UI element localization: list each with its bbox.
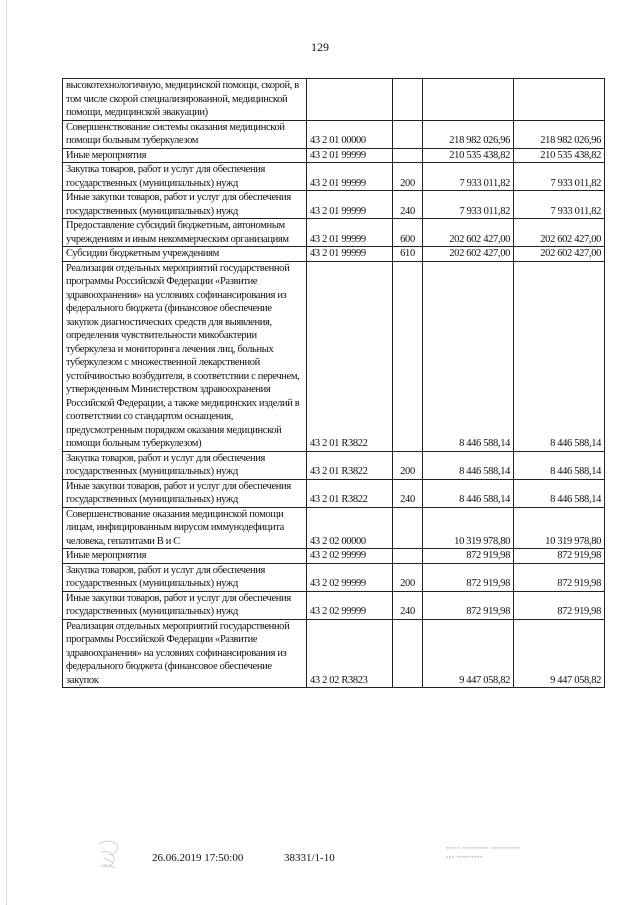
expense-type-code	[393, 79, 423, 121]
amount-col2: 10 319 978,80	[514, 507, 605, 549]
amount-col1: 202 602 427,00	[423, 247, 514, 262]
table-row	[63, 120, 605, 148]
expense-name: Совершенствование системы оказания медицинской помощи больным туберкулезом	[63, 120, 307, 148]
amount-col1: 7 933 011,82	[423, 191, 514, 219]
expense-type-code: 240	[393, 479, 423, 507]
table-row	[63, 191, 605, 219]
expense-type-code	[393, 549, 423, 564]
target-article-code: 43 2 02 99999	[307, 591, 393, 619]
expense-type-code: 200	[393, 163, 423, 191]
expense-name: Иные закупки товаров, работ и услуг для обеспечения государственных (муниципальных) нужд	[63, 479, 307, 507]
target-article-code: 43 2 01 99999	[307, 191, 393, 219]
expense-name: Иные мероприятия	[63, 148, 307, 163]
expense-type-code	[393, 148, 423, 163]
expense-name: Совершенствование оказания медицинской помощи лицам, инфицированным вирусом иммунодефицита человека, гепатитами B и C	[63, 507, 307, 549]
expense-type-code	[393, 507, 423, 549]
target-article-code: 43 2 01 99999	[307, 219, 393, 247]
expense-name: Реализация отдельных мероприятий государственной программы Российской Федерации «Развитие здравоохранения» на условиях софинансирования из федерального бюджета (финансовое обеспечение закупок диагностических средств для выявления, определения чувствительности микобактерии туберкулеза и мониторинга лечения лиц, больных туберкулезом с множественной лекарственной устойчивостью возбудителя, в соответствии с перечнем, утвержденным Министерством здравоохранения Российской Федерации, а также медицинских изделий в соответствии со стандартом оснащения, предусмотренным порядком оказания медицинской помощи больным туберкулезом)	[63, 261, 307, 451]
amount-col1: 8 446 588,14	[423, 479, 514, 507]
target-article-code: 43 2 02 00000	[307, 507, 393, 549]
target-article-code	[307, 79, 393, 121]
expense-type-code	[393, 619, 423, 688]
expense-name: Закупка товаров, работ и услуг для обеспечения государственных (муниципальных) нужд	[63, 563, 307, 591]
amount-col2: 218 982 026,96	[514, 120, 605, 148]
target-article-code: 43 2 01 99999	[307, 247, 393, 262]
target-article-code: 43 2 01 99999	[307, 148, 393, 163]
amount-col2: 8 446 588,14	[514, 261, 605, 451]
page-number: 129	[311, 40, 329, 54]
table-row	[63, 219, 605, 247]
expense-type-code	[393, 261, 423, 451]
table-row	[63, 163, 605, 191]
table-row	[63, 479, 605, 507]
expense-name: Иные закупки товаров, работ и услуг для обеспечения государственных (муниципальных) нужд	[63, 591, 307, 619]
amount-col1: 10 319 978,80	[423, 507, 514, 549]
table-row	[63, 549, 605, 564]
amount-col1	[423, 79, 514, 121]
faint-stamp-icon	[95, 838, 121, 872]
amount-col1: 872 919,98	[423, 563, 514, 591]
table-row	[63, 507, 605, 549]
amount-col1: 872 919,98	[423, 591, 514, 619]
expense-name: высокотехнологичную, медицинской помощи, скорой, в том числе скорой специализированной, медицинской помощи, медицинской эвакуации)	[63, 79, 307, 121]
table-row	[63, 79, 605, 121]
expense-name: Реализация отдельных мероприятий государственной программы Российской Федерации «Развитие здравоохранения» на условиях софинансирования из федерального бюджета (финансовое обеспечение закупок	[63, 619, 307, 688]
footer-datetime: 26.06.2019 17:50:00	[152, 852, 244, 864]
table-row	[63, 247, 605, 262]
target-article-code: 43 2 02 99999	[307, 549, 393, 564]
table-row	[63, 261, 605, 451]
target-article-code: 43 2 01 99999	[307, 163, 393, 191]
expense-name: Иные мероприятия	[63, 549, 307, 564]
expense-type-code: 200	[393, 451, 423, 479]
amount-col2: 872 919,98	[514, 563, 605, 591]
budget-table	[62, 78, 605, 688]
target-article-code: 43 2 02 R3823	[307, 619, 393, 688]
table-row	[63, 148, 605, 163]
amount-col2: 202 602 427,00	[514, 219, 605, 247]
amount-col2: 7 933 011,82	[514, 191, 605, 219]
amount-col1: 8 446 588,14	[423, 451, 514, 479]
expense-type-code: 240	[393, 591, 423, 619]
expense-name: Иные закупки товаров, работ и услуг для обеспечения государственных (муниципальных) нужд	[63, 191, 307, 219]
target-article-code: 43 2 01 R3822	[307, 261, 393, 451]
amount-col2: 202 602 427,00	[514, 247, 605, 262]
amount-col1: 9 447 058,82	[423, 619, 514, 688]
expense-type-code: 610	[393, 247, 423, 262]
amount-col2: 9 447 058,82	[514, 619, 605, 688]
amount-col1: 872 919,98	[423, 549, 514, 564]
table-row	[63, 563, 605, 591]
amount-col2: 8 446 588,14	[514, 451, 605, 479]
amount-col1: 8 446 588,14	[423, 261, 514, 451]
target-article-code: 43 2 01 R3822	[307, 479, 393, 507]
amount-col1: 218 982 026,96	[423, 120, 514, 148]
footer-doc-number: 38331/1-10	[284, 852, 335, 864]
budget-table-body	[63, 79, 605, 688]
amount-col2: 7 933 011,82	[514, 163, 605, 191]
amount-col2: 8 446 588,14	[514, 479, 605, 507]
table-row	[63, 451, 605, 479]
amount-col1: 202 602 427,00	[423, 219, 514, 247]
amount-col2: 872 919,98	[514, 549, 605, 564]
amount-col2	[514, 79, 605, 121]
table-row	[63, 591, 605, 619]
expense-name: Субсидии бюджетным учреждениям	[63, 247, 307, 262]
expense-name: Закупка товаров, работ и услуг для обеспечения государственных (муниципальных) нужд	[63, 163, 307, 191]
expense-type-code: 240	[393, 191, 423, 219]
expense-name: Предоставление субсидий бюджетным, автономным учреждениям и иным некоммерческим организациям	[63, 219, 307, 247]
expense-type-code	[393, 120, 423, 148]
target-article-code: 43 2 02 99999	[307, 563, 393, 591]
page-edge	[6, 0, 8, 905]
faint-stamp-text: ▪▪▪▪▪ ▪▪▪▪▪▪▪▪▪ ▪▪▪▪▪▪▪▪▪▪ ▪▪▪ ▪▪▪▪▪▪▪▪▪	[446, 845, 520, 861]
amount-col1: 210 535 438,82	[423, 148, 514, 163]
target-article-code: 43 2 01 00000	[307, 120, 393, 148]
amount-col2: 210 535 438,82	[514, 148, 605, 163]
table-row	[63, 619, 605, 688]
expense-type-code: 600	[393, 219, 423, 247]
amount-col2: 872 919,98	[514, 591, 605, 619]
expense-type-code: 200	[393, 563, 423, 591]
expense-name: Закупка товаров, работ и услуг для обеспечения государственных (муниципальных) нужд	[63, 451, 307, 479]
target-article-code: 43 2 01 R3822	[307, 451, 393, 479]
amount-col1: 7 933 011,82	[423, 163, 514, 191]
